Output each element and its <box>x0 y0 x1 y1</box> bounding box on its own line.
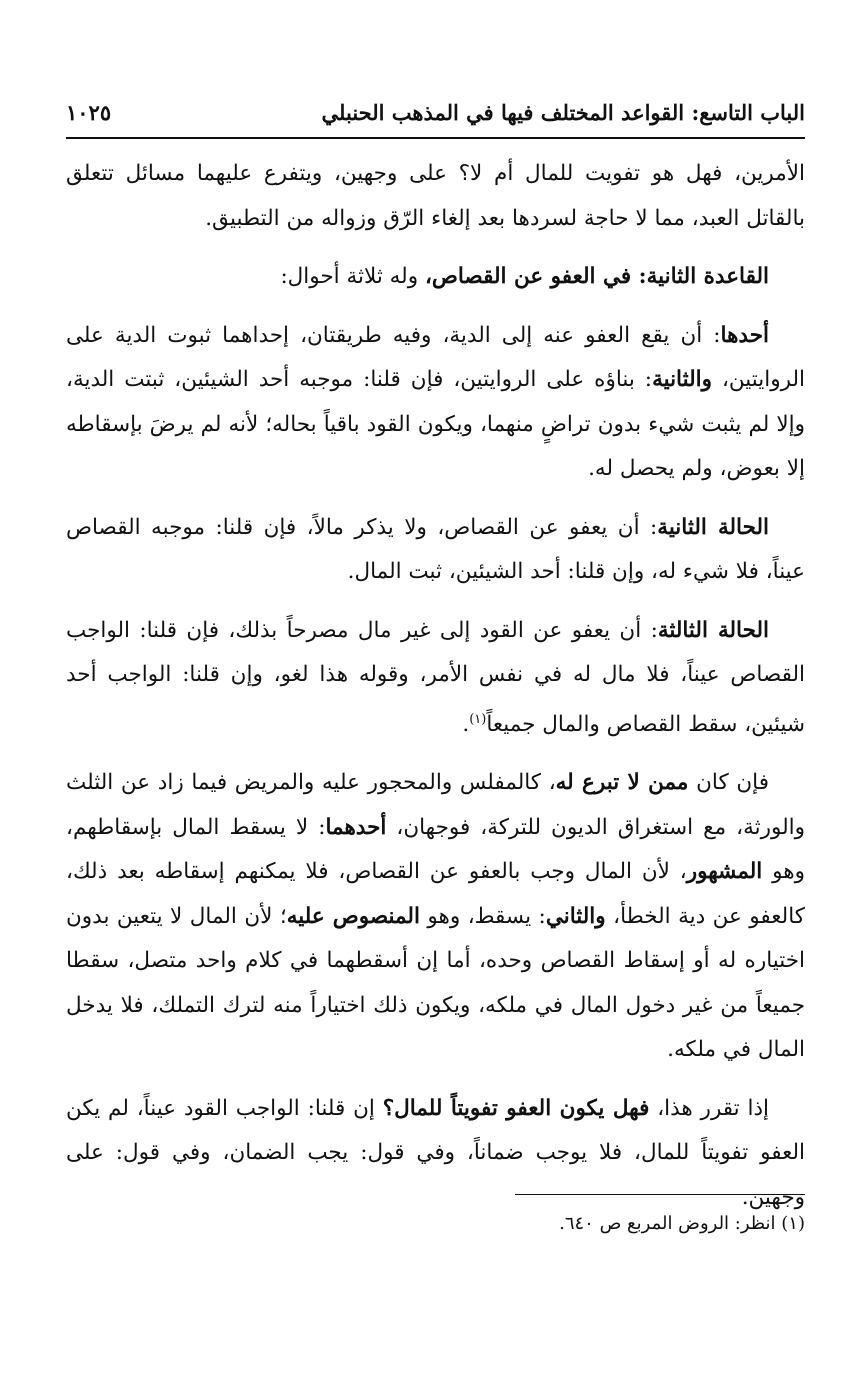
main-text <box>66 152 805 1234</box>
running-header <box>66 92 805 132</box>
paragraph-case-two: الحالة الثانية: أن يعفو عن القصاص، ولا يذكر مالاً، فإن قلنا: موجبه القصاص عيناً، فلا شيء له، وإن قلنا: أحد الشيئين، ثبت المال. <box>66 514 805 584</box>
footnote-rule <box>515 1194 805 1195</box>
page-number: ١٠٢٥ <box>66 99 112 125</box>
paragraph-continuation: الأمرين، فهل هو تفويت للمال أم لا؟ على وجهين، ويتفرع عليهما مسائل تتعلق بالقاتل العبد، مما لا حاجة لسردها بعد إلغاء الرّق وزواله من التطبيق. <box>66 161 805 231</box>
footnote: (١) انظر: الروض المربع ص ٦٤٠. <box>559 1213 805 1234</box>
paragraph-rule-heading: القاعدة الثانية: في العفو عن القصاص، وله ثلاثة أحوال: <box>280 264 769 289</box>
paragraph-conclusion: إذا تقرر هذا، فهل يكون العفو تفويتاً للمال؟ إن قلنا: الواجب القود عيناً، لم يكن العفو تفويتاً للمال، فلا يوجب ضماناً، وفي قول: يجب الضمان، وفي قول: على وجهين. <box>66 1095 805 1210</box>
footnote-reference[interactable]: (١) <box>469 711 487 727</box>
paragraph-no-donation: فإن كان ممن لا تبرع له، كالمفلس والمحجور عليه والمريض فيما زاد عن الثلث والورثة، مع استغراق الديون للتركة، فوجهان، أحدهما: لا يسقط المال بإسقاطهم، وهو المشهور، لأن المال وجب بالعفو عن القصاص، فلا يمكنهم إسقاطه بعد ذلك، كالعفو عن دية الخطأ، والثاني: يسقط، وهو المنصوص عليه؛ لأن المال لا يتعين بدون اختياره له أو إسقاط القصاص وحده، أما إن أسقطهما في كلام واحد متصل، سقطا جميعاً من غير دخول المال في ملكه، ويكون ذلك اختياراً منه لترك التملك، فلا يدخل المال في ملكه. <box>66 770 806 1063</box>
paragraph-case-one: أحدها: أن يقع العفو عنه إلى الدية، وفيه طريقتان، إحداهما ثبوت الدية على الروايتين، والثانية: بناؤه على الروايتين، فإن قلنا: موجبه أحد الشيئين، ثبتت الدية، وإلا لم يثبت شيء بدون تراضٍ منهما، ويكون القود باقياً بحاله؛ لأنه لم يرضَ بإسقاطه إلا بعوض، ولم يحصل له. <box>66 322 805 481</box>
rule-title: القاعدة الثانية: في العفو عن القصاص، <box>424 264 769 289</box>
chapter-title: الباب التاسع: القواعد المختلف فيها في المذهب الحنبلي <box>321 99 805 125</box>
paragraph-case-three: الحالة الثالثة: أن يعفو عن القود إلى غير مال مصرحاً بذلك، فإن قلنا: الواجب القصاص عيناً، فلا مال له في نفس الأمر، وقوله هذا لغو، وإن قلنا: الواجب أحد شيئين، سقط القصاص والمال جميعاً$^{(١)}$. <box>66 617 805 737</box>
header-rule <box>66 137 805 139</box>
